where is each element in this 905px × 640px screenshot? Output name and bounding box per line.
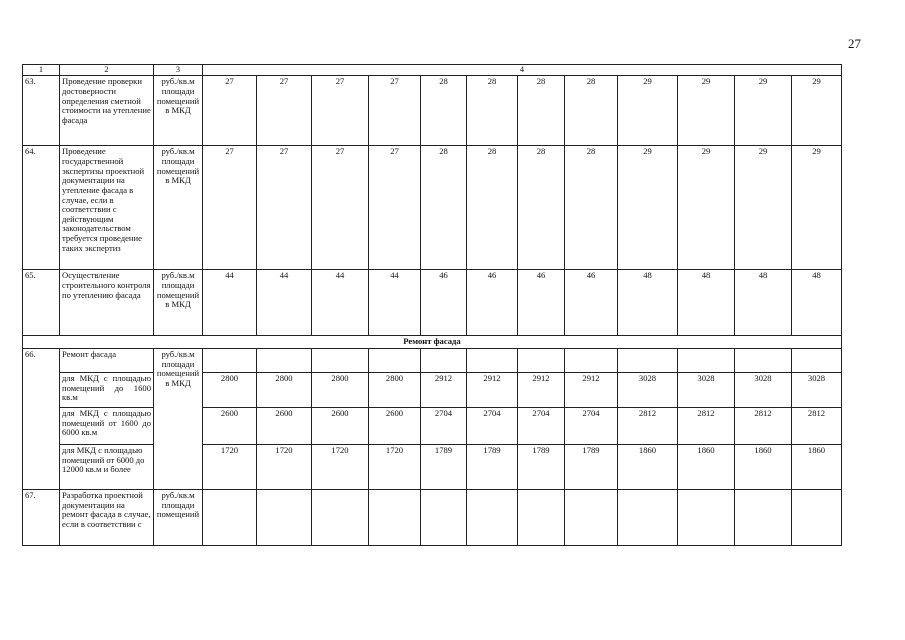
empty-cell bbox=[565, 349, 618, 373]
value-cell: 2912 bbox=[467, 373, 518, 408]
value-cell: 1789 bbox=[421, 445, 467, 490]
subrow-label: для МКД с площадью помещений от 6000 до 12000 кв.м и более bbox=[60, 445, 154, 490]
table-row-66 bbox=[23, 349, 842, 373]
row-number: 67. bbox=[23, 490, 60, 546]
value-cell: 46 bbox=[518, 270, 565, 336]
header-col-2: 2 bbox=[60, 65, 154, 76]
table-row-65 bbox=[23, 270, 842, 336]
value-cell: 29 bbox=[735, 76, 792, 146]
row-number: 65. bbox=[23, 270, 60, 336]
value-cell: 1789 bbox=[518, 445, 565, 490]
value-cell: 27 bbox=[312, 76, 369, 146]
value-cell: 29 bbox=[792, 146, 842, 270]
value-cell: 46 bbox=[467, 270, 518, 336]
value-cell: 46 bbox=[565, 270, 618, 336]
value-cell: 27 bbox=[257, 76, 312, 146]
empty-cell bbox=[678, 490, 735, 546]
value-cell: 2812 bbox=[618, 408, 678, 445]
value-cell: 27 bbox=[369, 146, 421, 270]
value-cell: 44 bbox=[369, 270, 421, 336]
value-cell: 2912 bbox=[565, 373, 618, 408]
header-col-1: 1 bbox=[23, 65, 60, 76]
value-cell: 1860 bbox=[678, 445, 735, 490]
empty-cell bbox=[421, 349, 467, 373]
value-cell: 2600 bbox=[257, 408, 312, 445]
value-cell: 28 bbox=[467, 146, 518, 270]
subrow-label: для МКД с площадью помещений от 1600 до 6000 кв.м bbox=[60, 408, 154, 445]
value-cell: 3028 bbox=[678, 373, 735, 408]
empty-cell bbox=[257, 490, 312, 546]
value-cell: 27 bbox=[312, 146, 369, 270]
value-cell: 1720 bbox=[369, 445, 421, 490]
row-number: 66. bbox=[23, 349, 60, 490]
value-cell: 2600 bbox=[369, 408, 421, 445]
value-cell: 2800 bbox=[257, 373, 312, 408]
empty-cell bbox=[678, 349, 735, 373]
value-cell: 1860 bbox=[792, 445, 842, 490]
empty-cell bbox=[518, 490, 565, 546]
empty-cell bbox=[792, 490, 842, 546]
value-cell: 46 bbox=[421, 270, 467, 336]
value-cell: 48 bbox=[735, 270, 792, 336]
table-subrow bbox=[23, 373, 842, 408]
empty-cell bbox=[735, 349, 792, 373]
value-cell: 2704 bbox=[421, 408, 467, 445]
value-cell: 1789 bbox=[467, 445, 518, 490]
subrow-label: для МКД с площадью помещений до 1600 кв.м bbox=[60, 373, 154, 408]
row-unit: руб./кв.м площади помещений в МКД bbox=[154, 270, 203, 336]
cost-table bbox=[22, 64, 842, 546]
empty-cell bbox=[257, 349, 312, 373]
value-cell: 1720 bbox=[203, 445, 257, 490]
value-cell: 44 bbox=[203, 270, 257, 336]
value-cell: 1720 bbox=[312, 445, 369, 490]
value-cell: 29 bbox=[618, 146, 678, 270]
value-cell: 28 bbox=[421, 76, 467, 146]
row-name: Разработка проектной документации на ремонт фасада в случае, если в соответствии с bbox=[60, 490, 154, 546]
row-unit: руб./кв.м площади помещений bbox=[154, 490, 203, 546]
header-col-4: 4 bbox=[203, 65, 842, 76]
empty-cell bbox=[203, 349, 257, 373]
value-cell: 2800 bbox=[369, 373, 421, 408]
empty-cell bbox=[421, 490, 467, 546]
section-title: Ремонт фасада bbox=[23, 336, 842, 349]
empty-cell bbox=[735, 490, 792, 546]
value-cell: 29 bbox=[735, 146, 792, 270]
value-cell: 1720 bbox=[257, 445, 312, 490]
value-cell: 1860 bbox=[618, 445, 678, 490]
value-cell: 48 bbox=[618, 270, 678, 336]
value-cell: 27 bbox=[257, 146, 312, 270]
row-number: 64. bbox=[23, 146, 60, 270]
value-cell: 28 bbox=[467, 76, 518, 146]
value-cell: 28 bbox=[565, 146, 618, 270]
value-cell: 2600 bbox=[312, 408, 369, 445]
value-cell: 27 bbox=[203, 146, 257, 270]
empty-cell bbox=[467, 349, 518, 373]
value-cell: 28 bbox=[518, 76, 565, 146]
row-unit: руб./кв.м площади помещений в МКД bbox=[154, 349, 203, 490]
value-cell: 29 bbox=[792, 76, 842, 146]
page-number: 27 bbox=[848, 36, 861, 51]
value-cell: 44 bbox=[257, 270, 312, 336]
value-cell: 2812 bbox=[735, 408, 792, 445]
section-header-row bbox=[23, 336, 842, 349]
empty-cell bbox=[518, 349, 565, 373]
value-cell: 2704 bbox=[518, 408, 565, 445]
row-unit: руб./кв.м площади помещений в МКД bbox=[154, 146, 203, 270]
empty-cell bbox=[369, 490, 421, 546]
value-cell: 2812 bbox=[792, 408, 842, 445]
value-cell: 2912 bbox=[518, 373, 565, 408]
value-cell: 27 bbox=[203, 76, 257, 146]
empty-cell bbox=[792, 349, 842, 373]
value-cell: 3028 bbox=[618, 373, 678, 408]
header-col-3: 3 bbox=[154, 65, 203, 76]
row-name: Осуществление строительного контроля по утеплению фасада bbox=[60, 270, 154, 336]
value-cell: 29 bbox=[618, 76, 678, 146]
row-name: Проведение проверки достоверности определения сметной стоимости на утепление фасада bbox=[60, 76, 154, 146]
empty-cell bbox=[618, 349, 678, 373]
row-name: Ремонт фасада bbox=[60, 349, 154, 373]
value-cell: 2800 bbox=[203, 373, 257, 408]
empty-cell bbox=[565, 490, 618, 546]
empty-cell bbox=[312, 349, 369, 373]
table-subrow bbox=[23, 408, 842, 445]
value-cell: 3028 bbox=[735, 373, 792, 408]
value-cell: 28 bbox=[518, 146, 565, 270]
empty-cell bbox=[312, 490, 369, 546]
value-cell: 48 bbox=[792, 270, 842, 336]
value-cell: 2800 bbox=[312, 373, 369, 408]
value-cell: 44 bbox=[312, 270, 369, 336]
table-row-63 bbox=[23, 76, 842, 146]
value-cell: 2600 bbox=[203, 408, 257, 445]
value-cell: 28 bbox=[565, 76, 618, 146]
row-name: Проведение государственной экспертизы проектной документации на утепление фасада в случае, если в соответствии с действующим законодательством требуется проведение таких экспертиз bbox=[60, 146, 154, 270]
value-cell: 2812 bbox=[678, 408, 735, 445]
table-row-64 bbox=[23, 146, 842, 270]
value-cell: 2704 bbox=[467, 408, 518, 445]
value-cell: 27 bbox=[369, 76, 421, 146]
row-number: 63. bbox=[23, 76, 60, 146]
value-cell: 3028 bbox=[792, 373, 842, 408]
empty-cell bbox=[369, 349, 421, 373]
empty-cell bbox=[467, 490, 518, 546]
value-cell: 48 bbox=[678, 270, 735, 336]
value-cell: 28 bbox=[421, 146, 467, 270]
value-cell: 1789 bbox=[565, 445, 618, 490]
empty-cell bbox=[618, 490, 678, 546]
value-cell: 29 bbox=[678, 76, 735, 146]
header-row bbox=[23, 65, 842, 76]
table-subrow bbox=[23, 445, 842, 490]
value-cell: 2704 bbox=[565, 408, 618, 445]
row-unit: руб./кв.м площади помещений в МКД bbox=[154, 76, 203, 146]
empty-cell bbox=[203, 490, 257, 546]
value-cell: 29 bbox=[678, 146, 735, 270]
value-cell: 2912 bbox=[421, 373, 467, 408]
table-row-67 bbox=[23, 490, 842, 546]
value-cell: 1860 bbox=[735, 445, 792, 490]
